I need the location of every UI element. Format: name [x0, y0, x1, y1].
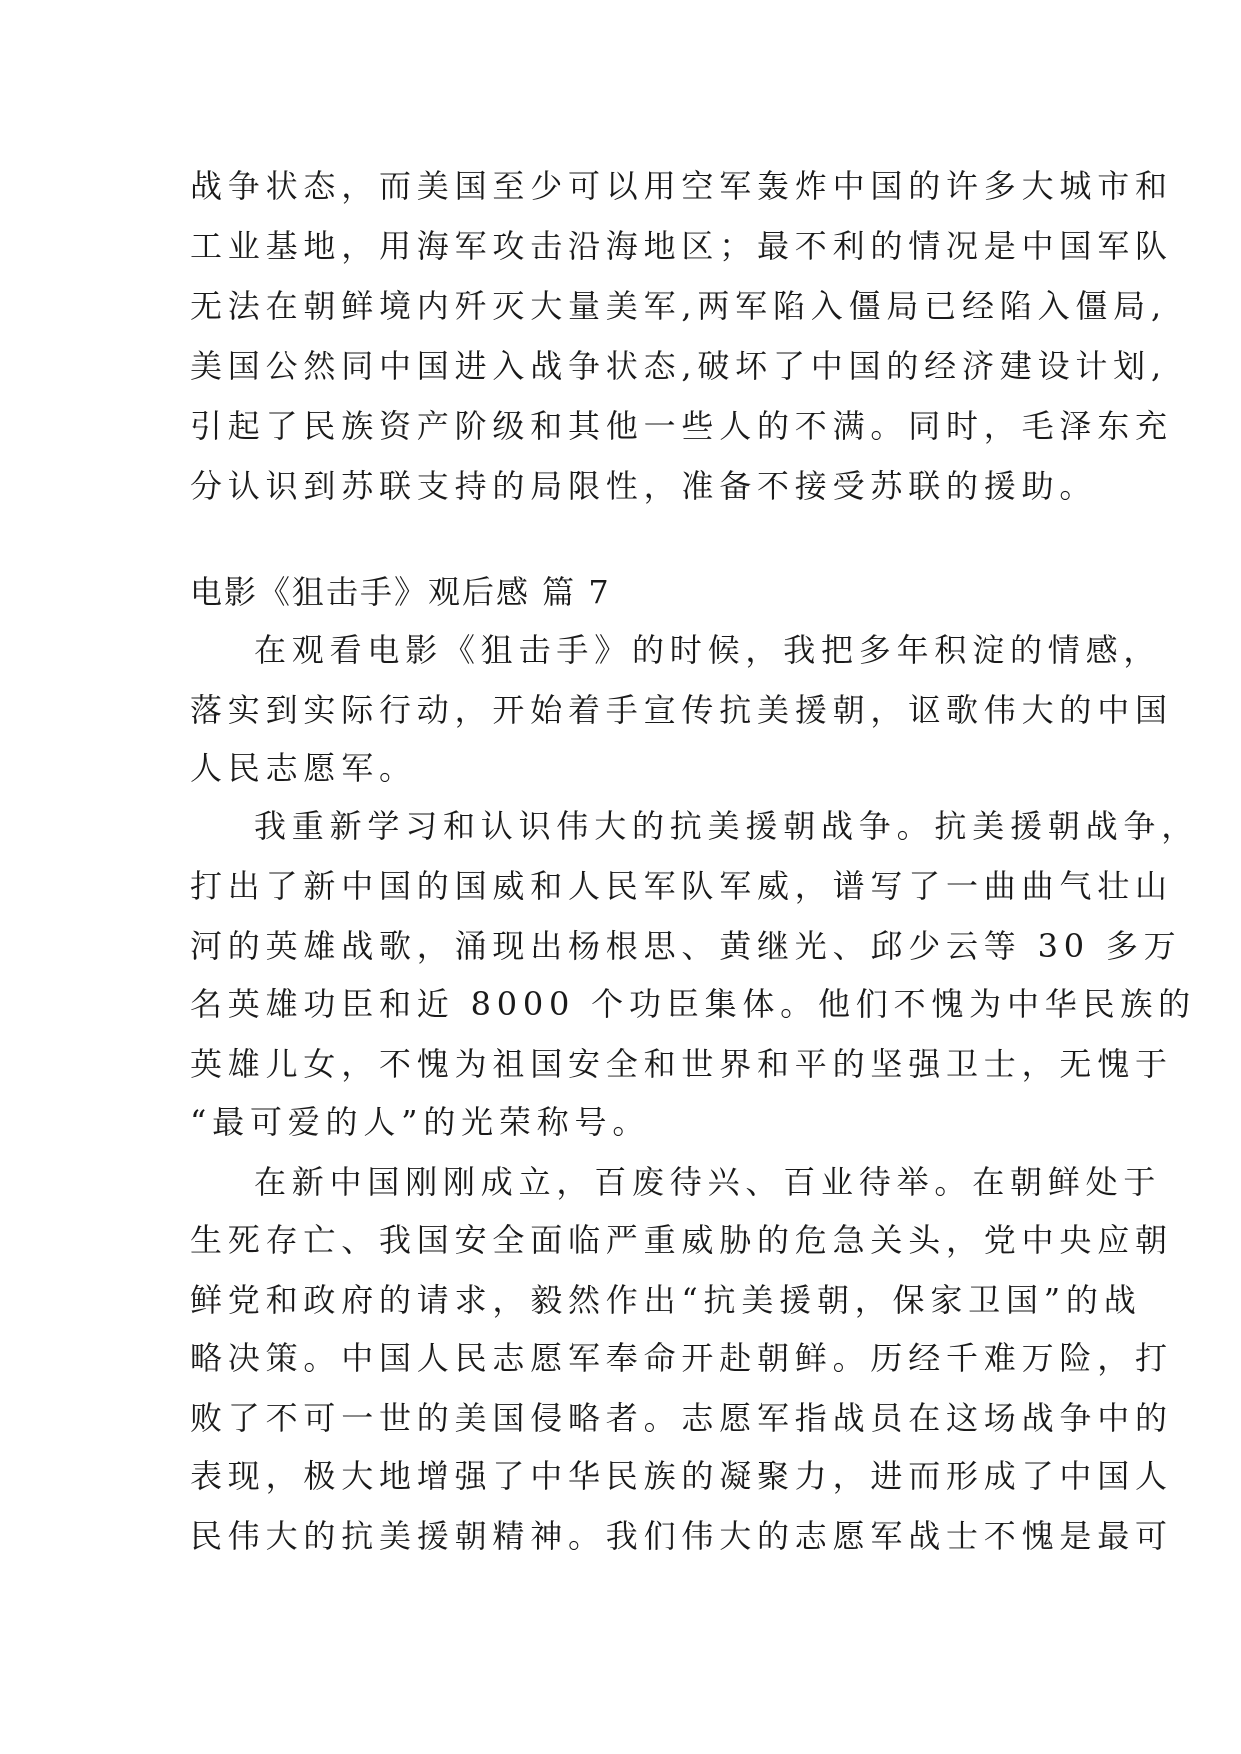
text-line: 表现，极大地增强了中华民族的凝聚力，进而形成了中国人	[190, 1457, 1173, 1495]
text-line: 打出了新中国的国威和人民军队军威，谱写了一曲曲气壮山	[190, 867, 1173, 905]
text-line: 在观看电影《狙击手》的时候，我把多年积淀的情感，	[254, 631, 1162, 669]
text-line: 民伟大的抗美援朝精神。我们伟大的志愿军战士不愧是最可	[190, 1517, 1173, 1555]
text-line: 引起了民族资产阶级和其他一些人的不满。同时，毛泽东充	[190, 407, 1173, 445]
text-line: 略决策。中国人民志愿军奉命开赴朝鲜。历经千难万险，打	[190, 1339, 1173, 1377]
text-line: 无法在朝鲜境内歼灭大量美军,两军陷入僵局已经陷入僵局,	[190, 287, 1167, 325]
text-line: 河的英雄战歌，涌现出杨根思、黄继光、邱少云等 30 多万	[190, 927, 1182, 965]
text-line: 英雄儿女，不愧为祖国安全和世界和平的坚强卫士，无愧于	[190, 1045, 1173, 1083]
text-line: 人民志愿军。	[190, 749, 417, 787]
section-heading: 电影《狙击手》观后感 篇 7	[190, 573, 611, 611]
text-line: 名英雄功臣和近 8000 个功臣集体。他们不愧为中华民族的	[190, 985, 1196, 1023]
text-line: 生死存亡、我国安全面临严重威胁的危急关头，党中央应朝	[190, 1221, 1173, 1259]
text-line: 我重新学习和认识伟大的抗美援朝战争。抗美援朝战争，	[254, 807, 1200, 845]
text-line: 美国公然同中国进入战争状态,破坏了中国的经济建设计划,	[190, 347, 1167, 385]
text-line: 战争状态，而美国至少可以用空军轰炸中国的许多大城市和	[190, 167, 1173, 205]
text-line: 工业基地，用海军攻击沿海地区；最不利的情况是中国军队	[190, 227, 1173, 265]
text-line: “最可爱的人”的光荣称号。	[190, 1103, 651, 1141]
text-line: 分认识到苏联支持的局限性，准备不接受苏联的援助。	[190, 467, 1098, 505]
text-line: 败了不可一世的美国侵略者。志愿军指战员在这场战争中的	[190, 1399, 1173, 1437]
text-line: 落实到实际行动，开始着手宣传抗美援朝，讴歌伟大的中国	[190, 691, 1173, 729]
text-line: 鲜党和政府的请求，毅然作出“抗美援朝，保家卫国”的战	[190, 1281, 1142, 1319]
text-line: 在新中国刚刚成立，百废待兴、百业待举。在朝鲜处于	[254, 1163, 1162, 1201]
